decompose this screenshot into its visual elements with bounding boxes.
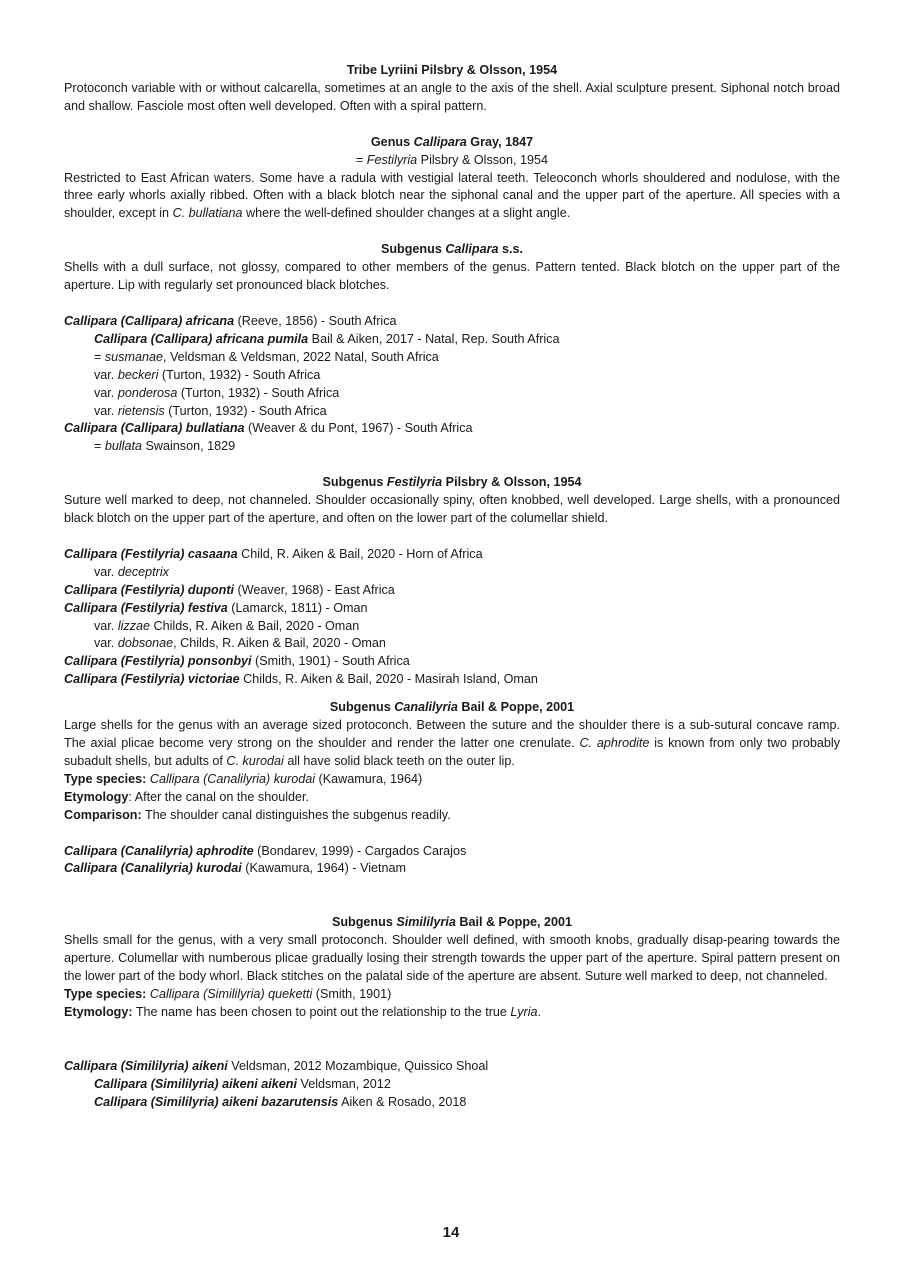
species-authority: Child, R. Aiken & Bail, 2020 - Horn of Africa xyxy=(237,546,483,561)
page-number: 14 xyxy=(442,1224,460,1241)
etymology-italic: Lyria xyxy=(510,1004,538,1019)
species-name: Callipara (Simililyria) aikeni bazarutensis xyxy=(94,1094,339,1109)
entry-prefix: = xyxy=(94,349,105,364)
description-text-a: Large shells for the genus with an average sized protoconch. Between the suture and the shoulder there is a sub-sutural concave ramp. The axial plicae become very strong on the shoulder and render the latter one crenulate. xyxy=(64,718,840,750)
entry-name: deceptrix xyxy=(117,564,169,579)
species-name: Callipara (Callipara) africana pumila xyxy=(94,331,309,346)
entry-prefix: var. xyxy=(94,367,118,382)
subgenus-canalilyria-heading xyxy=(64,699,840,717)
species-entry xyxy=(64,1076,840,1094)
synonym-entry xyxy=(64,349,840,367)
entry-name: ponderosa xyxy=(117,385,178,400)
species-entry xyxy=(64,313,840,331)
genus-title-author: Gray, 1847 xyxy=(466,134,534,149)
subgenus-author: Pilsbry & Olsson, 1954 xyxy=(442,475,582,490)
entry-prefix: var. xyxy=(94,564,118,579)
genus-text-a: Restricted to East African waters. Some have a radula with vestigial lateral teeth. Teleoconch whorls shouldered and nodulose, with the three early whorls axially ribbed. Often with a black blotch near the siphonal canal and the upper part of the aperture. All species with a shoulder, except in xyxy=(64,170,840,221)
subgenus-name: Canalilyria xyxy=(394,700,458,715)
species-name: Callipara (Simililyria) aikeni xyxy=(64,1058,228,1073)
entry-prefix: var. xyxy=(94,403,118,418)
species-entry xyxy=(64,582,840,600)
synonym-entry xyxy=(64,438,840,456)
type-species-authority: (Smith, 1901) xyxy=(312,986,392,1001)
subgenus-name: Festilyria xyxy=(386,475,443,490)
subgenus-prefix: Subgenus xyxy=(331,915,397,930)
species-authority: (Reeve, 1856) - South Africa xyxy=(234,313,397,328)
species-authority: Bail & Aiken, 2017 - Natal, Rep. South Africa xyxy=(308,331,560,346)
species-authority: (Weaver, 1968) - East Africa xyxy=(234,582,395,597)
subgenus-prefix: Subgenus xyxy=(329,700,395,715)
variety-entry xyxy=(64,385,840,403)
species-entry xyxy=(64,546,840,564)
species-name: Callipara (Festilyria) ponsonbyi xyxy=(64,654,252,669)
comparison-line xyxy=(64,807,840,825)
subgenus-festilyria-heading xyxy=(64,474,840,492)
species-entry xyxy=(64,671,840,689)
species-name: Callipara (Canalilyria) aphrodite xyxy=(64,843,254,858)
species-name: Callipara (Callipara) africana xyxy=(64,313,235,328)
species-entry xyxy=(64,843,840,861)
entry-authority: Childs, R. Aiken & Bail, 2020 - Oman xyxy=(150,618,360,633)
species-name: Callipara (Festilyria) victoriae xyxy=(64,672,240,687)
species-name: Callipara (Canalilyria) kurodai xyxy=(64,861,242,876)
variety-entry xyxy=(64,367,840,385)
subgenus-simililyria-heading xyxy=(64,914,840,932)
entry-prefix: var. xyxy=(94,385,118,400)
species-entry xyxy=(64,860,840,878)
species-authority: (Kawamura, 1964) - Vietnam xyxy=(241,861,407,876)
comparison-label: Comparison: xyxy=(64,807,142,822)
entry-prefix: var. xyxy=(94,618,118,633)
synonym-prefix: = xyxy=(355,152,367,167)
species-entry xyxy=(64,653,840,671)
type-species-name: Callipara (Canalilyria) kurodai xyxy=(146,771,316,786)
entry-authority: Swainson, 1829 xyxy=(141,439,236,454)
species-name: Callipara (Festilyria) festiva xyxy=(64,600,228,615)
genus-heading xyxy=(64,134,840,152)
species-name: Callipara (Festilyria) casaana xyxy=(64,546,238,561)
entry-name: dobsonae xyxy=(117,636,174,651)
etymology-label: Etymology xyxy=(64,789,129,804)
species-entry xyxy=(64,1058,840,1076)
entry-prefix: var. xyxy=(94,636,118,651)
genus-description xyxy=(64,170,840,224)
description-italic-2: C. kurodai xyxy=(226,753,284,768)
etymology-line xyxy=(64,789,840,807)
type-species-authority: (Kawamura, 1964) xyxy=(315,771,423,786)
species-name: Callipara (Callipara) bullatiana xyxy=(64,421,245,436)
species-authority: (Smith, 1901) - South Africa xyxy=(251,654,410,669)
variety-entry xyxy=(64,618,840,636)
species-authority: (Lamarck, 1811) - Oman xyxy=(227,600,368,615)
etymology-text: : After the canal on the shoulder. xyxy=(128,789,310,804)
description-text-c: all have solid black teeth on the outer lip. xyxy=(283,753,515,768)
entry-name: susmanae xyxy=(104,349,163,364)
comparison-text: The shoulder canal distinguishes the subgenus readily. xyxy=(141,807,451,822)
type-species-line xyxy=(64,986,840,1004)
entry-name: beckeri xyxy=(117,367,159,382)
entry-name: lizzae xyxy=(117,618,151,633)
species-authority: Veldsman, 2012 Mozambique, Quissico Shoal xyxy=(227,1058,489,1073)
variety-entry xyxy=(64,403,840,421)
entry-authority: , Veldsman & Veldsman, 2022 Natal, South Africa xyxy=(162,349,439,364)
genus-title-prefix: Genus xyxy=(370,134,414,149)
tribe-heading xyxy=(64,62,840,80)
species-authority: Veldsman, 2012 xyxy=(297,1076,391,1091)
variety-entry xyxy=(64,564,840,582)
entry-prefix: = xyxy=(94,439,105,454)
species-authority: Childs, R. Aiken & Bail, 2020 - Masirah Island, Oman xyxy=(239,672,538,687)
subgenus-simililyria-description: Shells small for the genus, with a very small protoconch. Shoulder well defined, with smooth knobs, gradually disap-pearing towards the aperture. Columellar with numberous plicae gradually losing their strength towards the upper part of the aperture. Spiral pattern present on the lower part of the body whorl. Black stitches on the palatal side of the aperture are absent. Suture well marked to deep, not channeled. xyxy=(64,933,840,984)
type-species-line xyxy=(64,771,840,789)
description-text-b: is known from only two probably subadult shells, but adults of xyxy=(64,736,840,768)
species-name: Callipara (Simililyria) aikeni aikeni xyxy=(94,1076,297,1091)
species-entry xyxy=(64,331,840,349)
species-entry xyxy=(64,600,840,618)
genus-synonym xyxy=(64,152,840,170)
species-authority: (Bondarev, 1999) - Cargados Carajos xyxy=(253,843,467,858)
etymology-text: The name has been chosen to point out the relationship to the true xyxy=(132,1004,511,1019)
entry-authority: (Turton, 1932) - South Africa xyxy=(164,403,327,418)
etymology-end: . xyxy=(537,1004,541,1019)
genus-title-name: Callipara xyxy=(413,134,467,149)
synonym-author: Pilsbry & Olsson, 1954 xyxy=(417,152,549,167)
species-entry xyxy=(64,1094,840,1112)
etymology-label: Etymology: xyxy=(64,1004,133,1019)
entry-name: bullata xyxy=(104,439,142,454)
type-species-label: Type species: xyxy=(64,771,147,786)
subgenus-author: s.s. xyxy=(498,242,524,257)
entry-name: rietensis xyxy=(117,403,165,418)
species-authority: Aiken & Rosado, 2018 xyxy=(338,1094,467,1109)
entry-authority: , Childs, R. Aiken & Bail, 2020 - Oman xyxy=(173,636,386,651)
subgenus-name: Callipara xyxy=(445,242,499,257)
tribe-title: Tribe Lyriini Pilsbry & Olsson, 1954 xyxy=(346,63,558,77)
subgenus-callipara-description: Shells with a dull surface, not glossy, compared to other members of the genus. Pattern tented. Black blotch on the upper part of the aperture. Lip with regularly set pronounced black blotches. xyxy=(64,260,840,293)
species-name: Callipara (Festilyria) duponti xyxy=(64,582,235,597)
variety-entry xyxy=(64,635,840,653)
entry-authority: (Turton, 1932) - South Africa xyxy=(177,385,340,400)
synonym-name: Festilyria xyxy=(366,152,418,167)
description-italic-1: C. aphrodite xyxy=(579,736,650,750)
subgenus-festilyria-description: Suture well marked to deep, not channeled. Shoulder occasionally spiny, often knobbed, well developed. Large shells, with a pronounced black blotch on the upper part of the aperture, and often on the lower part of the columellar shield. xyxy=(64,493,840,526)
genus-text-b: where the well-defined shoulder changes at a slight angle. xyxy=(242,206,571,221)
species-authority: (Weaver & du Pont, 1967) - South Africa xyxy=(244,421,473,436)
document-page xyxy=(64,62,840,1112)
species-entry xyxy=(64,420,840,438)
type-species-label: Type species: xyxy=(64,986,147,1001)
tribe-description: Protoconch variable with or without calcarella, sometimes at an angle to the axis of the shell. Axial sculpture present. Siphonal notch broad and shallow. Fasciole most often well developed. Often with a spiral pattern. xyxy=(64,80,840,113)
subgenus-author: Bail & Poppe, 2001 xyxy=(455,915,573,930)
subgenus-prefix: Subgenus xyxy=(322,475,387,490)
entry-authority: (Turton, 1932) - South Africa xyxy=(158,367,321,382)
subgenus-name: Simililyria xyxy=(396,915,456,930)
genus-text-italic: C. bullatiana xyxy=(172,206,243,221)
type-species-name: Callipara (Simililyria) queketti xyxy=(146,986,313,1001)
etymology-line xyxy=(64,1004,840,1022)
subgenus-author: Bail & Poppe, 2001 xyxy=(457,700,575,715)
subgenus-callipara-heading xyxy=(64,241,840,259)
subgenus-canalilyria-description xyxy=(64,717,840,771)
subgenus-prefix: Subgenus xyxy=(380,242,446,257)
